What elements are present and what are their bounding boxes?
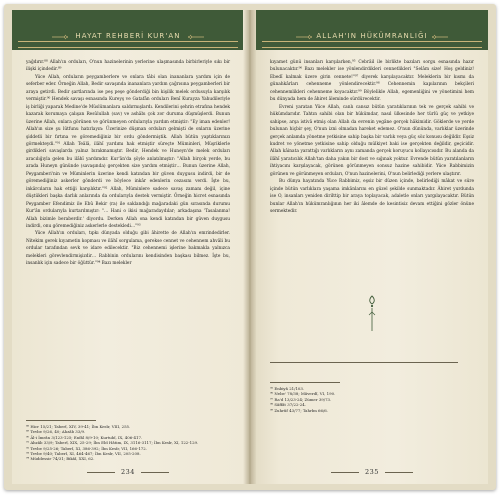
header-rule (262, 41, 482, 42)
page-number: 235 (365, 468, 379, 476)
footnotes (270, 386, 474, 413)
header-ornament-icon (188, 34, 204, 40)
paragraph: Evreni yaratan Yüce Allah, canlı cansız bütün yaratıklarının tek ve gerçek sahibi ve hükümdarıdır. Tahtın sahibi olan bir hükümdar, nasıl ülkesinde her türlü güç ve yetkiye sahipse, arşa istivâ etmiş olan Allah da evrenin yegâne gerçek hâkimidir. Göklerde ve yerde bulunan hiçbir şey, O'nun izni olmadan hareket edemez. O'nun dününda, varlıklar üzerinde gerçek anlamda yönetme yetkisine sahip başka bir varlık veya güç söz konusu değildir. Eşsiz kudret ve yönetme yetkisine sahip olduğu mülkiyet baki ise gerçekten değildir, geçicidir. Allah kâinata yarattığı varlıkların aynı zamanda gerçek koruyucu kollayıcısıdır. Bu alanda da ilâhî yaratıcılık Allah'tan daha yakın bir dost ve sığınak yoktur. Evrende bütün yaratılanların ihtiyacını karşılayacak, görünen görünmeyen sonsuz hazine sahibidir. Yüce Rabbimizin görünen ve görünmeyen orduları, O'nun hazinelerini, O'nun belirlediği yerlere ulaştırır. (270, 104, 474, 177)
paragraph: kıyamet günü insanları karşılarken,⁹⁵ Cebrâil ile birlikte bazıları sorgu esnasında hazır bulunacaktır.⁹⁶ Bazı melekler ise yönlendirdikleri cennetlikleri "Selâm size! Hoş geldiniz! Ebedî kalmak üzere girin cennete!"⁹⁷ diyerek karşılayacaktır. Meleklerin bir kısmı da günahkârları cehenneme yönlendirecektir.⁹⁸ Cehennemin kapılarının bekçileri cehennemlikleri cehenneme koyacaktır.⁹⁹ Böylelikle Allah, egemenliğini ve yönetimini hem bu dünyada hem de âhiret âleminde sürdürecektir. (270, 60, 474, 103)
left-header-band (12, 10, 244, 50)
right-header-band (256, 10, 488, 50)
book-gutter (243, 10, 257, 484)
page-number-footer (256, 468, 488, 476)
paragraph: Yüce Allah, orduların peygamberlere ve onlara tâbi olan inananlara yardım için de seferber eder. Örneğin Allah, Bedir savaşında inananlara yardım çağrısına peygamberleri bir araya getirdi. Bedir şartlarında ise peş peşe gönderdiği bin kişilik melek ordusuyla karşılık vermiştir.⁹⁰ Hendek savaşı esnasında Kureyş ve Gatafân orduları Benî Kurayza Yahudileriyle iş birliği yaparak Medine'de Müslümanlara saldırmışlardı. Kendilerini şehrin etrafına hendek kazarak korumaya çalışan Resûlullah (sav) ve ashâbı çok zor duruma düşmüşlerdi. Bunun üzerine Allah, onlara görünen ve görünmeyen ordularıyla yardım etmiştir: "Ey iman edenler! Allah'ın size şu lütfunu hatırlayın: Üzerinize düşman orduları gelmişti de onların üzerine şiddetli bir fırtına ve göremediğiniz bir ordu göndermiştik. Allah bütün yaptıklarınızı görmekteydi."⁹¹ Allah Teâlâ, ilâhî yardımı hak etmiştir süreçte Müminleri, Müşriklerle girdikleri savaşlarda yalnız bırakmamıştır. Bedir, Hendek ve Huneyn'de melek orduları aracılığıyla gelen bu ilâhî yardımdır. Kur'ân'da şöyle anlatılmıştır: "Allah birçok yerde, bu arada Huneyn gününde (savaşında) gerçekten size yardım etmiştir… Bunun üzerine Allah, Peygamberi'nin ve Müminlerin üzerine kendi katından bir güven duygusu indirdi, bir de göremediğiniz askerler gönderdi ve böylece inkâr edenlerin cezasını verdi. İşte bu, inkârcıların hak ettiği karşılıktır."⁹² Allah, Müminlere sadece savaş zamanı değil, içine düştükleri başka darlık anlarında da ordularıyla destek vermiştir. Örneğin hicret esnasında Peygamber Efendimiz ile Ebû Bekir (ra) ile saklandığı mağaradaki gün sırasında durumu Kur'ân ordularıyla kurtarılmıştır: "… Hani o ikisi mağaradaydılar; arkadaşına 'Tasalanma! Allah bizimle beraberdir.' diyordu. Derken Allah ona kendi katından bir güven duygusu indirdi, onu göremediğiniz askerlerle destekledi…"⁹³ (26, 74, 230, 229)
running-header: ALLAH'IN HÜKÜMRANLIĞI (316, 32, 428, 40)
section-rule (270, 362, 458, 363)
body-text (26, 59, 230, 268)
header-ornament-icon (432, 34, 448, 40)
footnote-rule (270, 382, 340, 383)
body-text (270, 59, 474, 216)
page-number: 234 (121, 468, 135, 476)
footnote: ⁹⁴ Müddessir 74/31; Bikâî, XXI, 62. (26, 456, 95, 462)
page-number-footer (12, 468, 244, 476)
header-rule (262, 47, 482, 48)
header-rule (18, 47, 238, 48)
footnote: ⁹⁵ Enbiyâ 21/103. (270, 386, 305, 391)
footnote: ⁹⁹ Zuhrûf 43/77; Tahrîm 66/6. (270, 407, 328, 413)
footnote: ⁹³ Tevbe 9/40; Taberî, XI, 464-467; İbn Kesîr, VII, 205-208. (26, 451, 141, 457)
paragraph: Bu dünya hayatında Yüce Rabbimiz, eşsiz bir düzen içinde, belirlediği mâkat ve süre içinde bütün varlıklara yaşama imkânlarını en güzel şekilde sunmaktadır. Âhiret yurdunda ise O, insanları yeniden dirilttip bir araya toplayacak, adaletle onları yargılayacaktır. Bütün bunlar Allah'ın hükümranlığının her iki âlemde de kesintisiz devam ettiğini gözler önüne sermektedir. (270, 179, 474, 215)
running-header: HAYAT REHBERİ KUR'AN (75, 32, 181, 40)
footnote: ⁸⁸ Hicr 15/21; Taberî, XIV, 39-41; İbn Kesîr, VIII, 255. (26, 424, 131, 429)
footnote: ⁹¹ Ahzâb 33/9; Taberî, XIX, 25-29; İbn Ebî Hâtim, IX, 3116-3117; İbn Kesîr, XI, 122-129. (26, 440, 199, 446)
right-page (256, 10, 488, 484)
footnotes (26, 424, 230, 462)
paragraph: Yüce Allah'ın orduları, tıpkı dünyada olduğu gibi âhirette de Allah'ın emrindedirler. Nitekim gerek kıyametin kopması ve ilâhî sorgulama, gerekse cennet ve cehennem ahvâli bu ordular tarafından sevk ve idare edilecektir. "Biz cehennemi işlerine bakmakla yalnızca melekleri görevlendirmişizdir… Rabbinin ordularını kendisinden başkası bilmez. İşte bu, insanlık için sadece bir öğüttür."⁹⁴ Bazı melekler (26, 231, 230, 267)
footnote-rule (26, 420, 96, 421)
footnote: ⁹⁶ Nebe' 78/38; Mâverdî, VI, 190. (270, 391, 336, 397)
paragraph: yağdırır.⁸⁸ Allah'ın orduları, O'nun hazinelerinin yerlerine ulaşmasında birbirleriyle sıkı bir ilişki içindedir.⁸⁹ (26, 60, 230, 73)
left-page (12, 10, 244, 484)
footnote: ⁹⁰ Âl-i İmrân 3/123-125; Enfâl 8/9-10; Kurtubî, IX, 406-417. (26, 434, 143, 440)
open-book (4, 4, 496, 490)
footnote: ⁹² Tevbe 9/25-26; Taberî, XI, 386-392; İbn Kesîr, VII, 166-172. (26, 445, 147, 451)
section-divider-icon (362, 295, 382, 333)
footnote: ⁹⁷ Ra'd 13/23-24; Zümer 39/73. (270, 396, 332, 402)
footnote: ⁹⁸ Sâffât 37/22-24. (270, 402, 306, 408)
header-rule (18, 41, 238, 42)
footnote: ⁸⁹ Tevbe 9/26, 40; Ahzâb 33/9. (26, 429, 86, 435)
